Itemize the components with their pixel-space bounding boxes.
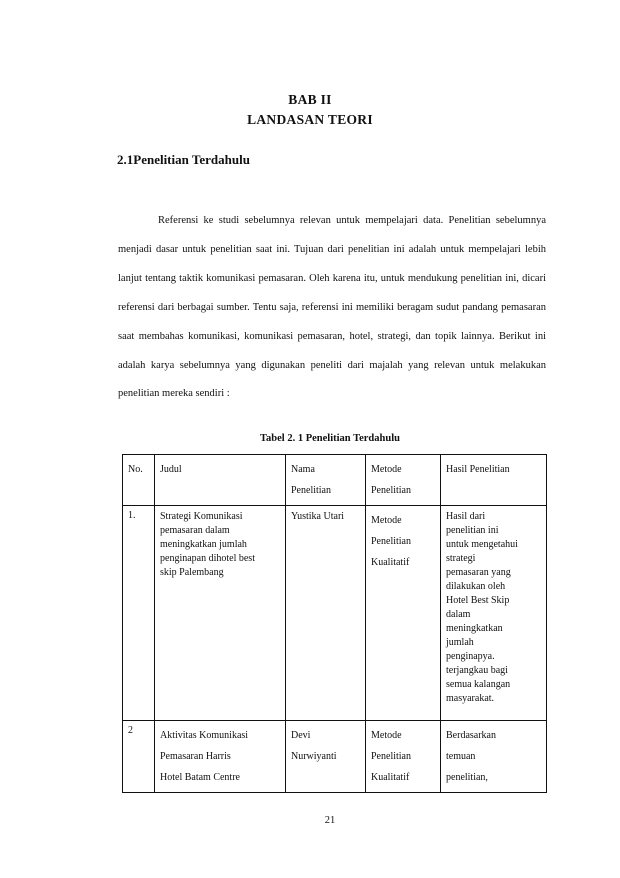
literature-table bbox=[122, 454, 547, 793]
body-paragraph: Referensi ke studi sebelumnya relevan untuk mempelajari data. Penelitian sebelumnya menjadi dasar untuk penelitian saat ini. Tujuan dari penelitian ini adalah untuk mempelajari lebih lanjut tentang taktik komunikasi pemasaran. Oleh karena itu, untuk mendukung penelitian ini, dicari referensi dari berbagai sumber. Tentu saja, referensi ini memiliki beragam sudut pandang pemasaran saat membahas komunikasi, komunikasi pemasaran, hotel, strategi, dan topik lainnya. Berikut ini adalah karya sebelumnya yang digunakan peneliti dari majalah yang relevan untuk melakukan penelitian mereka sendiri : bbox=[118, 215, 546, 400]
cell-judul: Strategi Komunikasi pemasaran dalam meningkatkan jumlah penginapan dihotel best skip Palembang bbox=[155, 506, 286, 721]
page-number: 21 bbox=[324, 815, 336, 826]
table-caption: Tabel 2. 1 Penelitian Terdahulu bbox=[260, 433, 400, 444]
table-row bbox=[123, 721, 547, 793]
cell-judul: Aktivitas Komunikasi Pemasaran Harris Hotel Batam Centre bbox=[155, 721, 286, 793]
section-heading: 2.1Penelitian Terdahulu bbox=[117, 152, 250, 167]
chapter-number: BAB II bbox=[288, 92, 332, 107]
header-nama: Nama Penelitian bbox=[286, 455, 366, 506]
chapter-title: LANDASAN TEORI bbox=[247, 112, 373, 127]
header-hasil: Hasil Penelitian bbox=[441, 455, 547, 506]
cell-metode: Metode Penelitian Kualitatif bbox=[366, 721, 441, 793]
cell-metode: Metode Penelitian Kualitatif bbox=[366, 506, 441, 721]
cell-no: 1. bbox=[123, 506, 155, 721]
header-no: No. bbox=[123, 455, 155, 506]
cell-nama: Devi Nurwiyanti bbox=[286, 721, 366, 793]
cell-hasil: Berdasarkan temuan penelitian, bbox=[441, 721, 547, 793]
table-header-row bbox=[123, 455, 547, 506]
cell-hasil: Hasil dari penelitian ini untuk mengetahui strategi pemasaran yang dilakukan oleh Hotel Best Skip dalam meningkatkan jumlah penginapya. terjangkau bagi semua kalangan masyarakat. bbox=[441, 506, 547, 721]
cell-nama: Yustika Utari bbox=[286, 506, 366, 721]
cell-no: 2 bbox=[123, 721, 155, 793]
table-row bbox=[123, 506, 547, 721]
header-judul: Judul bbox=[155, 455, 286, 506]
header-metode: Metode Penelitian bbox=[366, 455, 441, 506]
